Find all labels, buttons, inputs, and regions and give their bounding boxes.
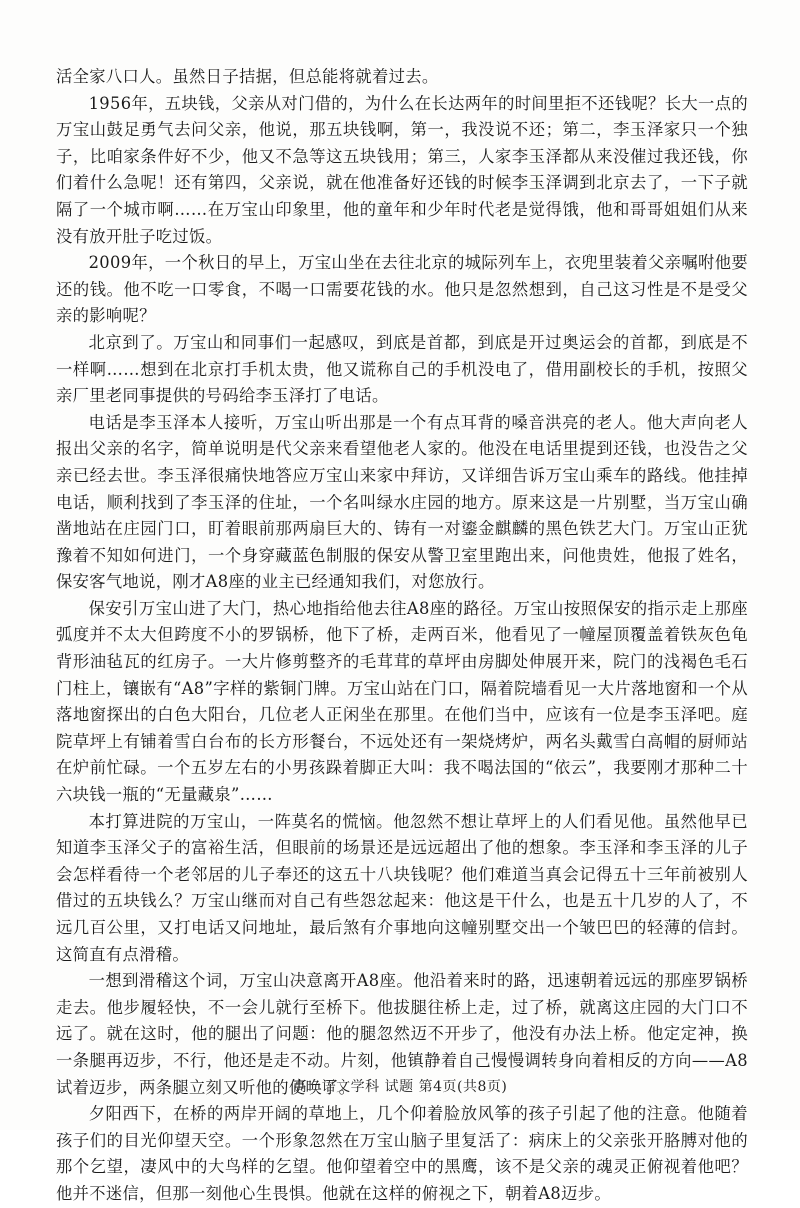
paragraph-2009-train: 2009年，一个秋日的早上，万宝山坐在去往北京的城际列车上，衣兜里装着父亲嘱咐他要还的钱。他不吃一口零食，不喝一口需要花钱的水。他只是忽然想到，自己这习性是不是受父亲的影响呢？ bbox=[56, 253, 748, 326]
paragraph-phone-call: 电话是李玉泽本人接听，万宝山听出那是一个有点耳背的嗓音洪亮的老人。他大声向老人报出父亲的名字，简单说明是代父亲来看望他老人家的。他没在电话里提到还钱，也没告之父亲已经去世。李玉泽很痛快地答应万宝山来家中拜访，又详细告诉万宝山乘车的路线。他挂掉电话，顺利找到了李玉泽的住址，一个名叫绿水庄园的地方。原来这是一片别墅，当万宝山确凿地站在庄园门口，盯着眼前那两扇巨大的、铸有一对鎏金麒麟的黑色铁艺大门。万宝山正犹豫着不知如何进门，一个身穿藏蓝色制服的保安从警卫室里跑出来，问他贵姓，他报了姓名，保安客气地说，刚才A8座的业主已经通知我们，对您放行。 bbox=[56, 412, 748, 592]
paragraph-sunset-kites: 夕阳西下，在桥的两岸开阔的草地上，几个仰着脸放风筝的孩子引起了他的注意。他随着孩子们的目光仰望天空。一个形象忽然在万宝山脑子里复活了：病床上的父亲张开胳膊对他的那个乞望，凄风中的大鸟样的乞望。他仰望着空中的黑鹰，该不是父亲的魂灵正俯视着他吧？他并不迷信，但那一刻他心生畏惧。他就在这样的俯视之下，朝着A8迈步。 bbox=[56, 1104, 748, 1203]
article-body bbox=[56, 64, 748, 1208]
paragraph-arrive-beijing: 北京到了。万宝山和同事们一起感叹，到底是首都，到底是开过奥运会的首都，到底是不一样啊……想到在北京打手机太贵，他又谎称自己的手机没电了，借用副校长的手机，按照父亲厂里老同事提供的号码给李玉泽打了电话。 bbox=[56, 332, 748, 406]
paragraph-hesitation: 本打算进院的万宝山，一阵莫名的慌恼。他忽然不想让草坪上的人们看见他。虽然他早已知道李玉泽父子的富裕生活，但眼前的场景还是远远超出了他的想象。李玉泽和李玉泽的儿子会怎样看待一个老邻居的儿子奉还的这五十八块钱呢？他们难道当真会记得五十三年前被别人借过的五块钱么？万宝山继而对自己有些怨忿起来：他这是干什么，也是五十几岁的人了，不远几百公里，又打电话又问地址，最后煞有介事地向这幢别墅交出一个皱巴巴的轻薄的信封。这简直有点滑稽。 bbox=[56, 811, 748, 964]
paragraph-villa-a8: 保安引万宝山进了大门，热心地指给他去往A8座的路径。万宝山按照保安的指示走上那座弧度并不太大但跨度不小的罗锅桥，他下了桥，走两百米，他看见了一幢屋顶覆盖着铁灰色龟背形油毡瓦的红房子。一大片修剪整齐的毛茸茸的草坪由房脚处伸展开来，院门的浅褐色毛石门柱上，镶嵌有“A8”字样的紫铜门牌。万宝山站在门口，隔着院墙看见一大片落地窗和一个从落地窗探出的白色大阳台，几位老人正闲坐在那里。在他们当中，应该有一位是李玉泽吧。庭院草坪上有铺着雪白台布的长方形餐台，不远处还有一架烧烤炉，两名头戴雪白高帽的厨师站在炉前忙碌。一个五岁左右的小男孩跺着脚正大叫：我不喝法国的“依云”，我要刚才那种二十六块钱一瓶的“无量藏泉”…… bbox=[56, 598, 748, 805]
paragraph-bridge: 一想到滑稽这个词，万宝山决意离开A8座。他沿着来时的路，迅速朝着远远的那座罗锅桥走去。他步履轻快，不一会儿就行至桥下。他拔腿往桥上走，过了桥，就离这庄园的大门口不远了。就在这时，他的腿出了问题：他的腿忽然迈不开步了，他没有办法上桥。他定定神，换一条腿再迈步，不行，他还是走不动。片刻，他镇静着自己慢慢调转身向着相反的方向——A8试着迈步，两条腿立刻又听他的使唤了。 bbox=[56, 971, 748, 1097]
paragraph-continuation: 活全家八口人。虽然日子拮据，但总能将就着过去。 bbox=[56, 67, 439, 86]
paragraph-1956-loan: 1956年，五块钱，父亲从对门借的，为什么在长达两年的时间里拒不还钱呢？长大一点的万宝山鼓足勇气去问父亲，他说，那五块钱啊，第一，我没说不还；第二，李玉泽家只一个独子，比咱家条件好不少，他又不急等这五块钱用；第三，人家李玉泽都从来没催过我还钱，你们着什么急呢！还有第四，父亲说，就在他准备好还钱的时候李玉泽调到北京去了，一下子就隔了一个城市啊……在万宝山印象里，他的童年和少年时代老是觉得饿，他和哥哥姐姐们从来没有放开肚子吃过饭。 bbox=[56, 93, 748, 246]
page-footer: 高一语文学科 试题 第4页(共8页) bbox=[292, 1079, 508, 1095]
